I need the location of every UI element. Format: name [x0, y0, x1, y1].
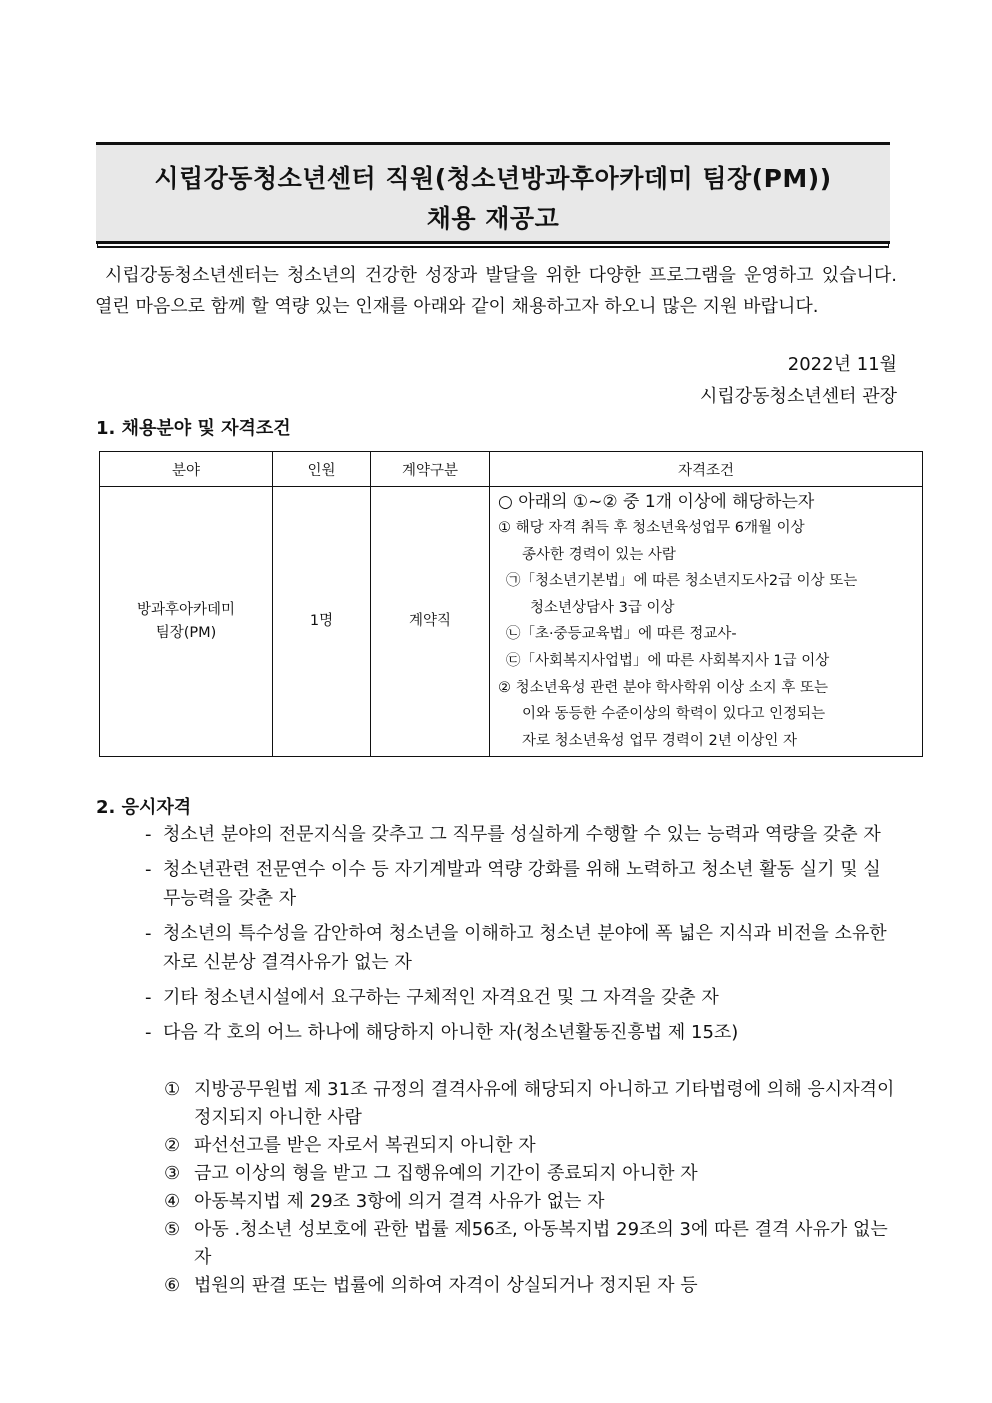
cell-qualifications — [490, 487, 923, 757]
qualification-line: ㉠「청소년기본법」에 따른 청소년지도사2급 이상 또는 — [506, 573, 858, 590]
list-item: ⑤ 아동 .청소년 성보호에 관한 법률 제56조, 아동복지법 29조의 3에 따른 결격 사유가 없는 자 — [164, 1219, 888, 1268]
cell-field — [100, 487, 273, 757]
list-item: ④ 아동복지법 제 29조 3항에 의거 결격 사유가 없는 자 — [164, 1191, 605, 1212]
page-title: 시립강동청소년센터 직원(청소년방과후아카데미 팀장(PM)) — [154, 164, 832, 193]
qualification-line: ㉡「초·중등교육법」에 따른 정교사- — [506, 626, 737, 643]
list-item: - 청소년의 특수성을 감안하여 청소년을 이해하고 청소년 분야에 폭 넓은 지식과 비전을 소유한 자로 신분상 결격사유가 없는 자 — [145, 923, 887, 973]
col-header-field: 분야 — [100, 452, 273, 487]
requirements-table — [99, 451, 923, 757]
qualification-line: 종사한 경력이 있는 사람 — [522, 546, 676, 563]
qualification-line: ○ 아래의 ①~② 중 1개 이상에 해당하는자 — [498, 492, 815, 512]
qualification-line: 청소년상담사 3급 이상 — [530, 599, 675, 616]
cell-contract: 계약직 — [371, 487, 490, 757]
field-line1: 방과후아카데미 — [136, 601, 236, 618]
title-box — [96, 142, 890, 244]
list-item: ⑥ 법원의 판결 또는 법률에 의하여 자격이 상실되거나 정지된 자 등 — [164, 1275, 698, 1296]
cell-count: 1명 — [273, 487, 371, 757]
list-item: ③ 금고 이상의 형을 받고 그 집행유예의 기간이 종료되지 아니한 자 — [164, 1163, 698, 1184]
col-header-contract: 계약구분 — [371, 452, 490, 487]
table-row — [100, 487, 923, 757]
table-header-row — [100, 452, 923, 487]
list-item: - 청소년관련 전문연수 이수 등 자기계발과 역량 강화를 위해 노력하고 청소년 활동 실기 및 실무능력을 갖춘 자 — [145, 859, 881, 909]
list-item: - 청소년 분야의 전문지식을 갖추고 그 직무를 성실하게 수행할 수 있는 능력과 역량을 갖춘 자 — [145, 824, 881, 845]
section2-heading: 2. 응시자격 — [96, 797, 192, 818]
page-subtitle: 채용 재공고 — [426, 204, 560, 233]
list-item: - 다음 각 호의 어느 하나에 해당하지 아니한 자(청소년활동진흥법 제 15조) — [145, 1022, 739, 1043]
qualification-line: 자로 청소년육성 업무 경력이 2년 이상인 자 — [522, 732, 797, 749]
eligibility-list — [145, 820, 895, 1053]
qualification-line: ② 청소년육성 관련 분야 학사학위 이상 소지 후 또는 — [498, 679, 829, 696]
announcement-date: 2022년 11월 — [787, 354, 897, 375]
qualification-line: 이와 동등한 수준이상의 학력이 있다고 인정되는 — [522, 706, 826, 723]
signer: 시립강동청소년센터 관장 — [700, 386, 897, 407]
col-header-qualifications: 자격조건 — [490, 452, 923, 487]
section1-heading: 1. 채용분야 및 자격조건 — [96, 418, 291, 439]
qualification-line: ㉢「사회복지사업법」에 따른 사회복지사 1급 이상 — [506, 652, 830, 669]
col-header-count: 인원 — [273, 452, 371, 487]
field-line2: 팀장(PM) — [155, 624, 217, 641]
intro-paragraph — [95, 260, 897, 322]
disqualification-list — [164, 1076, 896, 1300]
qualification-line: ① 해당 자격 취득 후 청소년육성업무 6개월 이상 — [498, 520, 805, 536]
list-item: ① 지방공무원법 제 31조 규정의 결격사유에 해당되지 아니하고 기타법령에 의해 응시자격이 정지되지 아니한 사람 — [164, 1079, 895, 1128]
intro-text: 시립강동청소년센터는 청소년의 건강한 성장과 발달을 위한 다양한 프로그램을 운영하고 있습니다. 열린 마음으로 함께 할 역량 있는 인재를 아래와 같이 채용하고자 하오니 많은 지원 바랍니다. — [95, 265, 897, 317]
list-item: ② 파선선고를 받은 자로서 복권되지 아니한 자 — [164, 1135, 536, 1156]
list-item: - 기타 청소년시설에서 요구하는 구체적인 자격요건 및 그 자격을 갖춘 자 — [145, 987, 719, 1008]
